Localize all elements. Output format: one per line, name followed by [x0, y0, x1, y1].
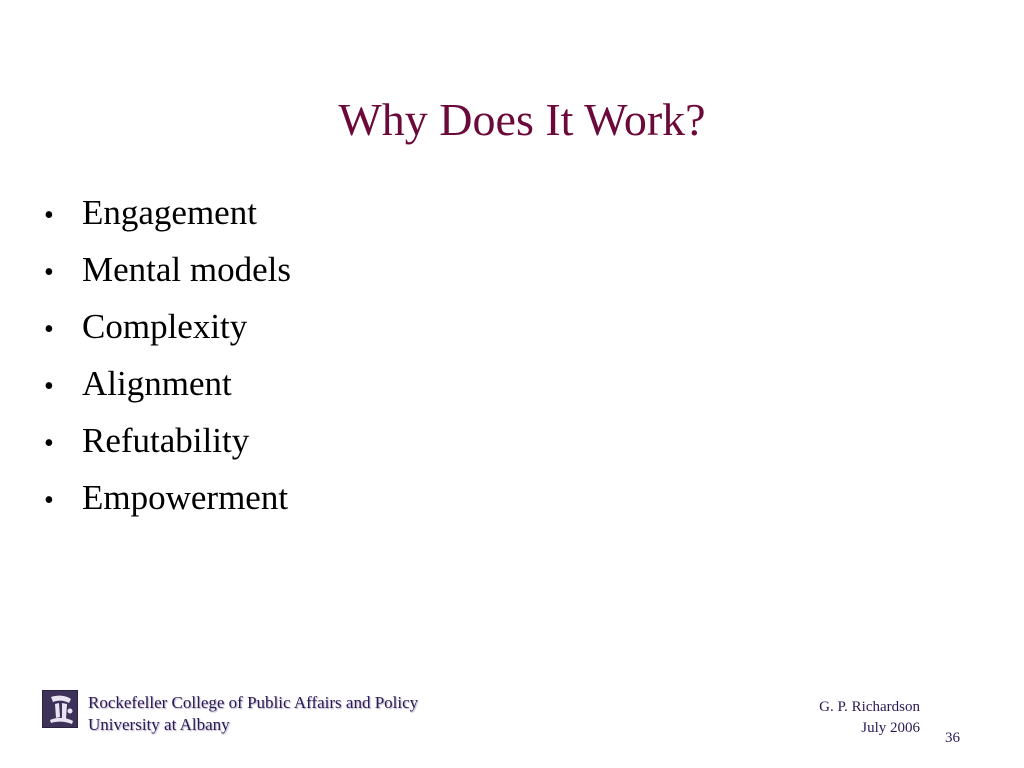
slide-title: Why Does It Work? [338, 94, 706, 145]
university-seal-icon [42, 690, 78, 728]
footer-university-name: University at Albany [88, 715, 230, 734]
bullet-item [44, 184, 291, 241]
bullet-text: Engagement [82, 193, 257, 232]
bullet-dot-icon: • [44, 257, 54, 288]
footer-organization [88, 692, 418, 736]
bullet-text: Refutability [82, 421, 250, 460]
footer-author-block [819, 697, 920, 739]
bullet-text: Mental models [82, 250, 291, 289]
bullet-dot-icon: • [44, 371, 54, 402]
bullet-item [44, 355, 291, 412]
bullet-text: Alignment [82, 364, 232, 403]
bullet-item [44, 298, 291, 355]
bullet-dot-icon: • [44, 428, 54, 459]
footer-college-name: Rockefeller College of Public Affairs and Policy [88, 693, 419, 712]
bullet-text: Complexity [82, 307, 248, 346]
bullet-item [44, 412, 291, 469]
bullet-item [44, 469, 291, 526]
bullet-dot-icon: • [44, 200, 54, 231]
footer-author: G. P. Richardson [819, 699, 920, 715]
bullet-dot-icon: • [44, 485, 54, 516]
bullet-item [44, 241, 291, 298]
bullet-list [44, 184, 291, 526]
bullet-dot-icon: • [44, 314, 54, 345]
bullet-text: Empowerment [82, 478, 289, 517]
page-number: 36 [945, 730, 960, 746]
footer-date: July 2006 [861, 720, 920, 736]
